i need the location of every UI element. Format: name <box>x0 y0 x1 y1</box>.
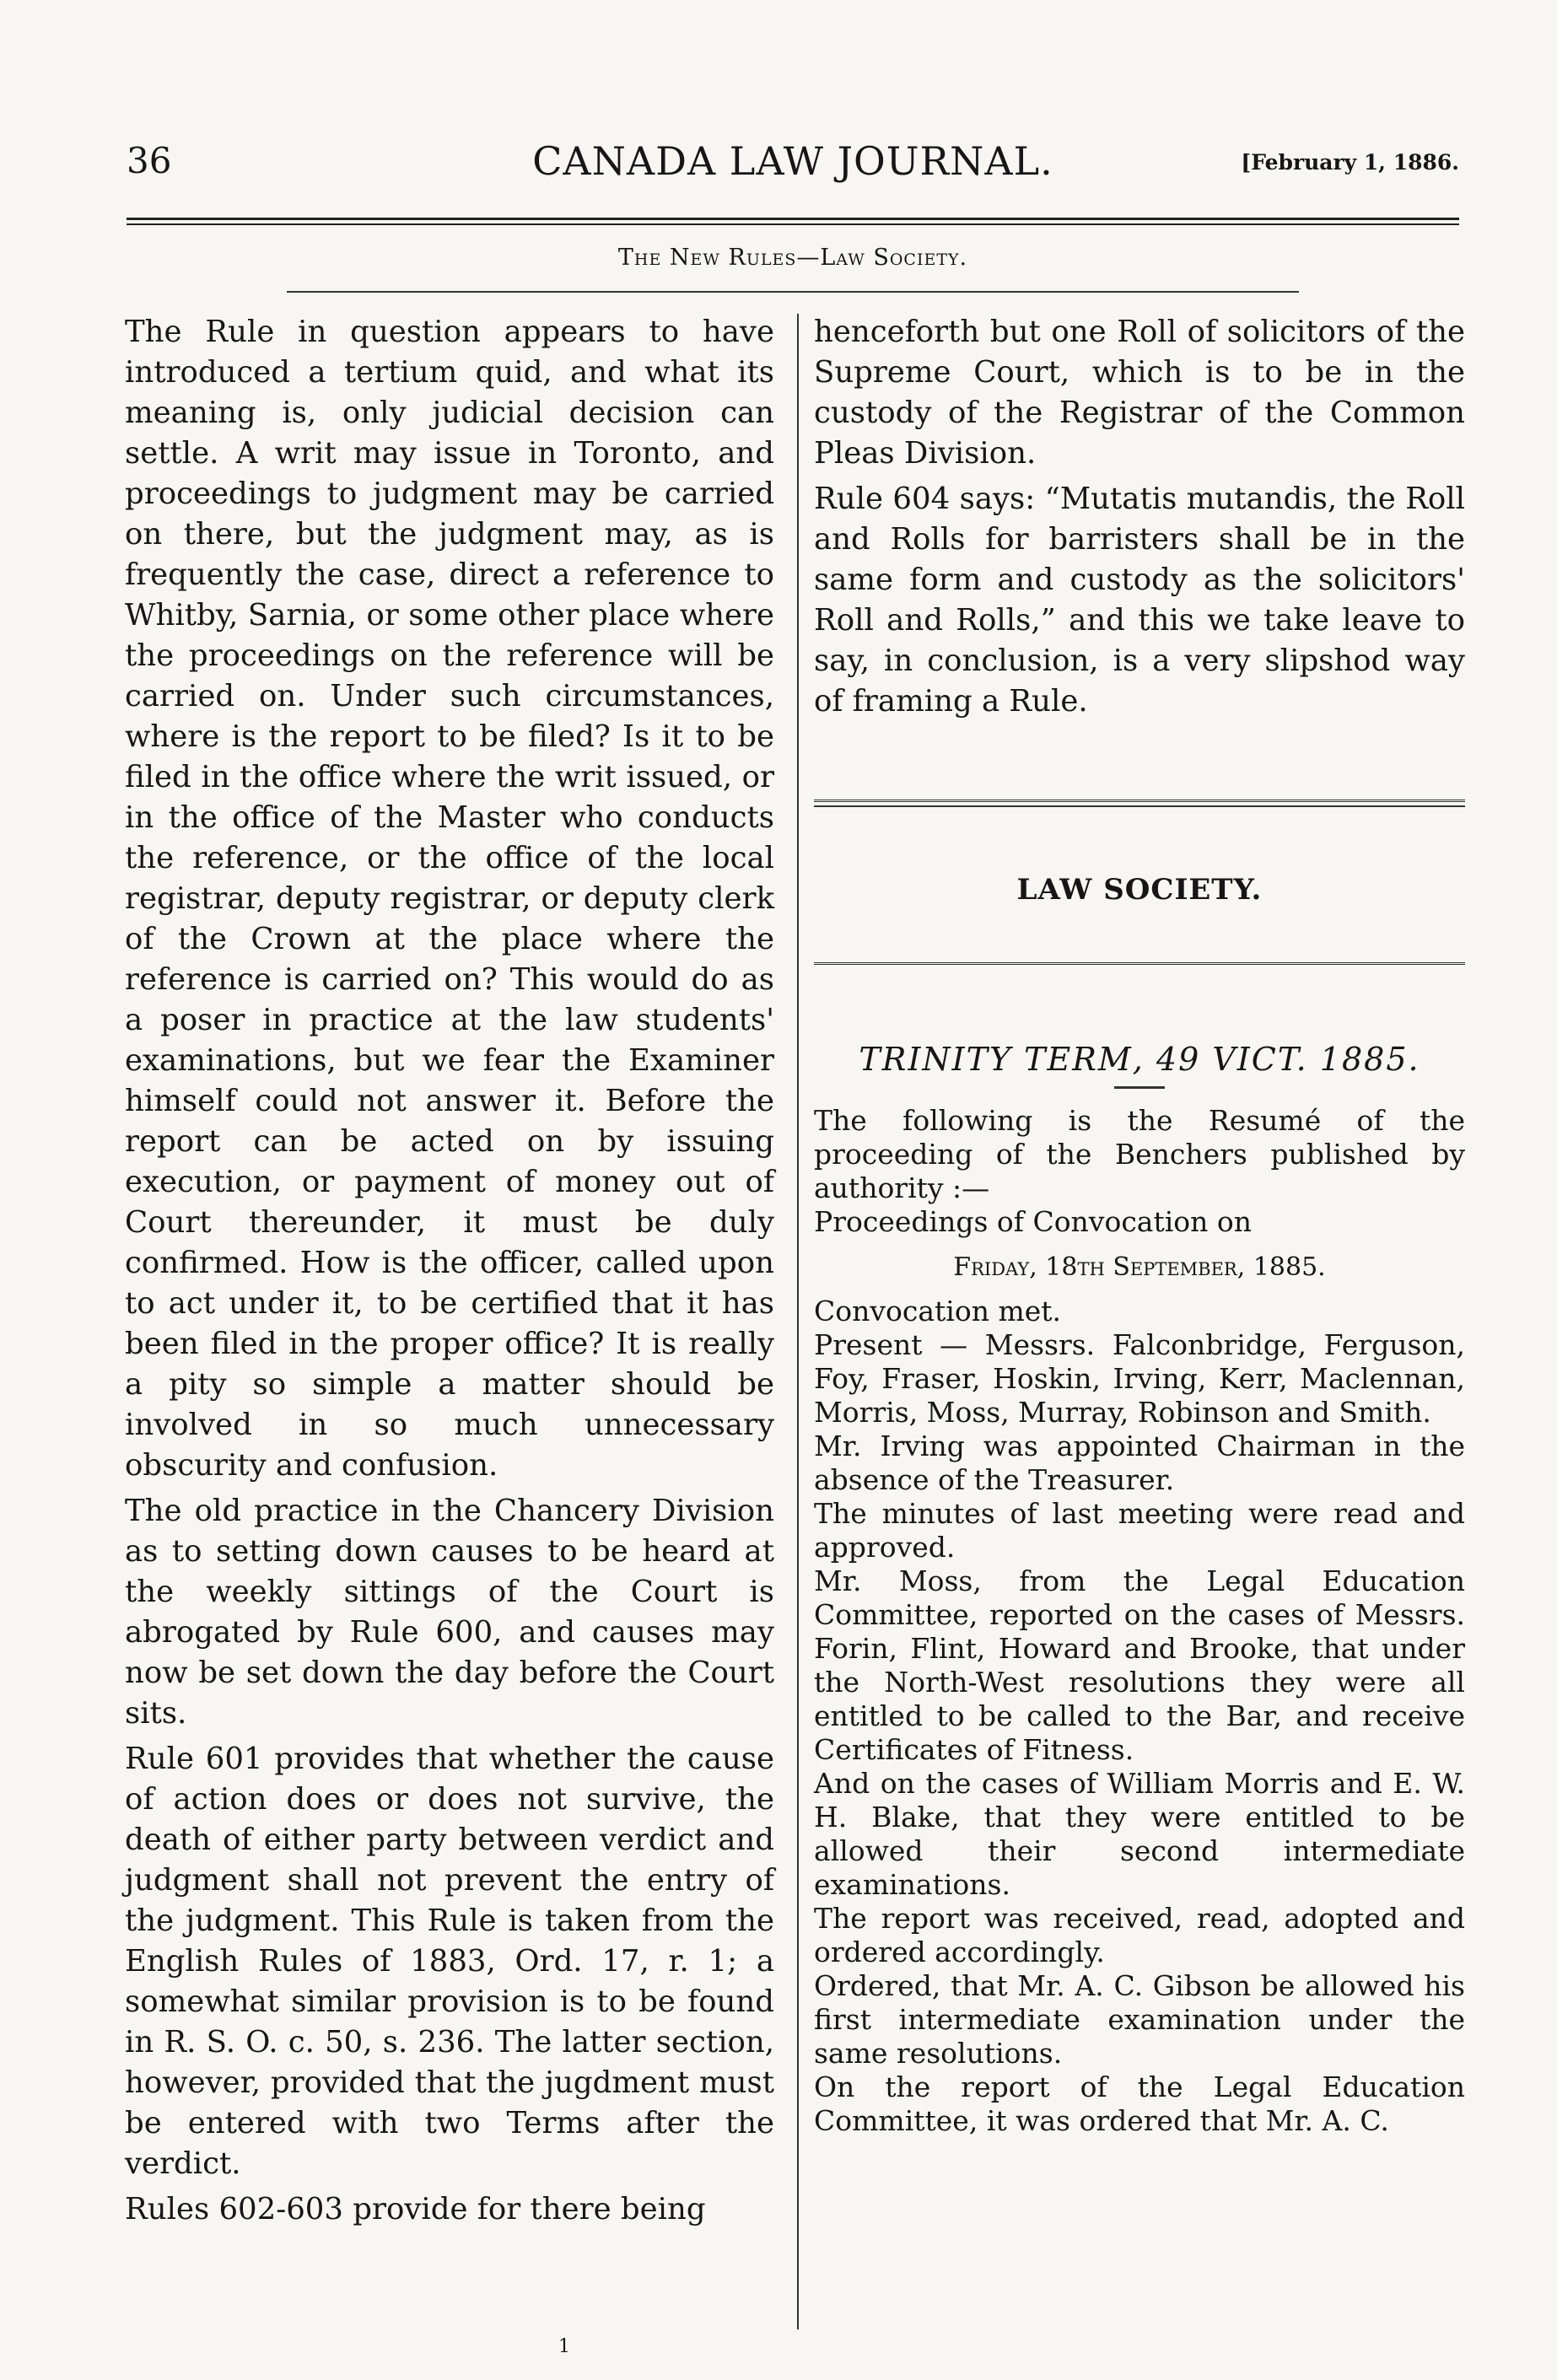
left-paragraph-3: Rule 601 provides that whether the cause of action does or does not survive, the death of either party between verdict and judgment shall not prevent the entry of the judgment. This Rule is taken from the English Rules of 1883, Ord. 17, r. 1; a somewhat similar provision is to be found in R. S. O. c. 50, s. 236. The latter section, however, provided that the jugdment must be entered with two Terms after the verdict. <box>125 1742 774 2181</box>
minute-item: On the report of the Legal Education Committee, it was ordered that Mr. A. C. <box>814 2070 1465 2137</box>
journal-title: CANADA LAW JOURNAL. <box>532 138 1053 184</box>
right-paragraph-2: Rule 604 says: “Mutatis mutandis, the Roll and Rolls for barristers shall be in the same form and custody as the solicitors' Roll and Rolls,” and this we take leave to say, in conclusion, is a very slipshod way of framing a Rule. <box>814 482 1465 719</box>
left-paragraph-1: The Rule in question appears to have introduced a tertium quid, and what its meaning is, only judicial decision can settle. A writ may issue in Toronto, and proceedings to judgment may be carried on there, but the judgment may, as is frequently the case, direct a reference to Whitby, Sarnia, or some other place where the proceedings on the reference will be carried on. Under such circumstances, where is the report to be filed? Is it to be filed in the office where the writ issued, or in the office of the Master who conducts the reference, or the office of the local registrar, deputy registrar, or deputy clerk of the Crown at the place where the reference is carried on? This would do as a poser in practice at the law students' examinations, but we fear the Examiner himself could not answer it. Before the report can be acted on by issuing execution, or payment of money out of Court thereunder, it must be duly confirmed. How is the officer, called upon to act under it, to be certified that it has been filed in the proper office? It is really a pity so simple a matter should be involved in so much unnecessary obscurity and confusion. <box>125 315 774 1483</box>
minute-item: Present — Messrs. Falconbridge, Ferguson, Foy, Fraser, Hoskin, Irving, Kerr, Maclennan, Morris, Moss, Murray, Robinson and Smith. <box>814 1328 1465 1429</box>
minute-item: The report was received, read, adopted and ordered accordingly. <box>814 1902 1465 1968</box>
minute-item: The minutes of last meeting were read and approved. <box>814 1497 1465 1564</box>
page-header <box>127 135 1459 202</box>
footer-mark: 1 <box>558 2336 570 2357</box>
left-paragraph-2: The old practice in the Chancery Division as to setting down causes to be heard at the weekly sittings of the Court is abrogated by Rule 600, and causes may now be set down the day before the Court sits. <box>125 1494 774 1731</box>
proceedings-line: Proceedings of Convocation on <box>814 1205 1253 1238</box>
intro-text: The following is the Resumé of the proceeding of the Benchers published by authority :— <box>814 1104 1465 1204</box>
minute-item: Mr. Irving was appointed Chairman in the absence of the Treasurer. <box>814 1430 1465 1496</box>
minute-item: Mr. Moss, from the Legal Education Committee, reported on the cases of Messrs. Forin, Flint, Howard and Brooke, that under the North-West resolutions they were all entitled to be called to the Bar, and receive Certificates of Fitness. <box>814 1564 1465 1766</box>
running-head-rule <box>287 291 1299 293</box>
date-line: Friday, 18th September, 1885. <box>953 1252 1326 1282</box>
right-paragraph-1: henceforth but one Roll of solicitors of the Supreme Court, which is to be in the custody of the Registrar of the Common Pleas Division. <box>814 315 1465 471</box>
right-column <box>814 312 1465 2138</box>
issue-date: [February 1, 1886. <box>1241 150 1459 175</box>
left-column <box>125 312 774 2230</box>
running-head: The New Rules—Law Society. <box>617 245 968 271</box>
minute-item: Ordered, that Mr. A. C. Gibson be allowed his first intermediate examination under the same resolutions. <box>814 1969 1465 2070</box>
minute-item: Convocation met. <box>814 1295 1062 1327</box>
left-paragraph-4: Rules 602-603 provide for there being <box>125 2192 706 2227</box>
column-divider <box>797 314 799 2329</box>
header-rule <box>127 218 1459 225</box>
term-underline <box>1114 1086 1165 1089</box>
page-number: 36 <box>127 140 172 181</box>
section-separator <box>814 800 1465 807</box>
minute-item: And on the cases of William Morris and E. W. H. Blake, that they were entitled to be allowed their second intermediate examinations. <box>814 1767 1465 1901</box>
term-heading: TRINITY TERM, 49 VICT. 1885. <box>859 1041 1420 1078</box>
section-title: LAW SOCIETY. <box>1016 873 1263 907</box>
